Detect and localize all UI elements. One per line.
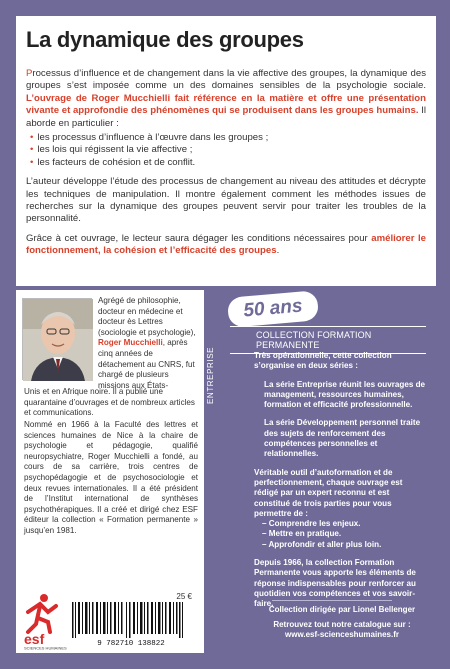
collection-footer <box>252 605 432 641</box>
collection-intro: Très opérationnelle, cette collection s’organise en deux séries : <box>254 351 392 371</box>
logo-text: esf <box>24 631 45 647</box>
list-item: • les facteurs de cohésion et de conflit. <box>30 157 426 169</box>
anniversary-badge <box>227 290 319 328</box>
book-title: La dynamique des groupes <box>26 27 304 52</box>
summary-text <box>26 68 426 258</box>
author-career: Nommé en 1966 à la Faculté des lettres et sciences humaines de Nice à la chaire de psychologie et pédagogie, qualifié neuropsychiatre, Roger Mucchielli a fondé, au cours de sa carrière, trois centres de psychopédagogie et de psychosociologie et deux revues internationales. Il a été président de l’Institut international de synthèses psychothérapiques. Il a créé et dirigé chez ESF éditeur la collection « Formation permanente » jusqu’en 1981. <box>24 420 198 535</box>
barcode-number: 9 782710 138822 <box>97 640 165 648</box>
collection-title: COLLECTION FORMATION PERMANENTE <box>230 326 426 354</box>
series-developpement: La série Développement personnel traite des sujets de renforcement des compétences personnelles et relationnelles. <box>264 418 421 459</box>
collection-history: Depuis 1966, la collection Formation Permanente vous apporte les éléments de réponse indispensables pour renforcer au quotidien vos compétences et vos savoir-faire. <box>254 558 416 609</box>
badge-text: 50 ans <box>242 295 304 322</box>
author-bio-intro <box>98 296 198 391</box>
conclusion-paragraph <box>26 233 426 258</box>
purpose-text: Véritable outil d’autoformation et de perfectionnement, chaque ouvrage est rédigé par un expert reconnu et est constitué de trois parties pour vous permettre de : <box>254 467 403 518</box>
author-bio-continued: Unis et en Afrique noire. Il a publié une quarantaine d’ouvrages et de nombreux articles et communications. <box>24 387 195 418</box>
intro-highlight: L’ouvrage de Roger Mucchielli fait référence en la matière et offre une présentation vivante et approfondie des phénomènes qui se produisent dans les groupes humains. <box>26 92 426 117</box>
divider <box>272 600 392 601</box>
author-bio-text-2: , après cinq années de détachement au CNRS, fut chargé de plusieurs missions aux États- <box>98 338 195 390</box>
website-link[interactable]: www.esf-scienceshumaines.fr <box>285 630 399 639</box>
author-photo <box>22 298 92 380</box>
series-entreprise: La série Entreprise réunit les ouvrages de management, ressources humaines, formation et efficacité professionnelle. <box>264 379 426 410</box>
conclusion-highlight: améliorer le fonctionnement, la cohésion et l’efficacité des groupes <box>26 232 426 257</box>
list-item: • les lois qui régissent la vie affective ; <box>30 144 426 156</box>
barcode <box>66 602 196 646</box>
price-label: 25 € <box>176 592 192 601</box>
collection-purpose <box>254 468 426 550</box>
summary-panel <box>16 16 436 286</box>
vertical-label-text: ENTREPRISE <box>206 346 215 404</box>
series-vertical-label <box>206 346 244 416</box>
list-item: – Mettre en pratique. <box>262 529 342 539</box>
collection-description <box>254 351 426 618</box>
catalog-line: Retrouvez tout notre catalogue sur : <box>273 619 411 629</box>
intro-text-end: Il aborde en particulier : <box>26 105 426 129</box>
intro-text: rocessus d’influence et de changement dans la vie affective des groupes, la dynamique des groupes s’est imposée comme un des domaines sensibles de la psychologie sociale. <box>26 68 426 92</box>
author-name: Roger Mucchielli <box>98 338 163 348</box>
esf-logo <box>22 590 67 651</box>
list-item: – Approfondir et aller plus loin. <box>262 539 382 549</box>
author-bio-text: Agrégé de philosophie, docteur en médecine et docteur ès Lettres (sociologie et psychologie), <box>98 296 196 337</box>
author-study-paragraph: L’auteur développe l’étude des processus de changement au niveau des attitudes et décrypte les techniques de manipulation. Il montre également comment les méthodes issues de recherches sur la dynamique des groupes peuvent servir pour traiter les troubles de la personnalité. <box>26 176 426 225</box>
intro-paragraph <box>26 68 426 130</box>
author-panel <box>16 290 204 653</box>
dropcap-letter: P <box>26 68 33 79</box>
step-text: Mettre en pratique. <box>268 529 342 539</box>
collection-director: Collection dirigée par Lionel Bellenger <box>268 605 416 614</box>
list-item: • les processus d’influence à l’œuvre dans les groupes ; <box>30 132 426 144</box>
conclusion-end: . <box>276 245 280 257</box>
collection-panel <box>206 295 432 653</box>
step-text: Comprendre les enjeux. <box>268 519 361 529</box>
logo-subtitle: SCIENCES HUMAINES <box>24 645 67 651</box>
list-item: – Comprendre les enjeux. <box>262 519 361 529</box>
conclusion-text: Grâce à cet ouvrage, le lecteur saura dégager les conditions nécessaires pour <box>26 232 372 244</box>
publisher-block <box>22 590 198 650</box>
topic-list <box>26 132 426 169</box>
step-text: Approfondir et aller plus loin. <box>268 539 382 549</box>
